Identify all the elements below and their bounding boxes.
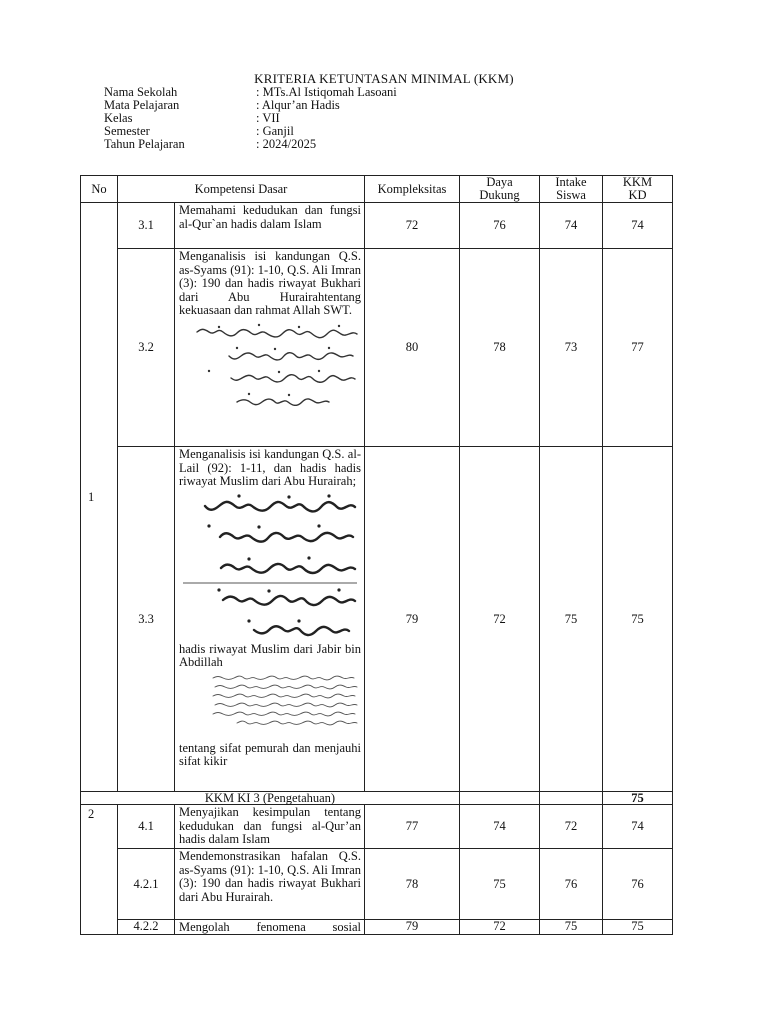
kompleksitas-value: 72 [365,203,460,249]
kkm-value: 77 [603,249,673,447]
header-daya-dukung: Daya Dukung [460,176,540,203]
kkm-table [80,175,673,935]
header-no: No [81,176,118,203]
kompleksitas-value: 80 [365,249,460,447]
intake-value: 76 [540,849,603,920]
intake-value: 74 [540,203,603,249]
table-row [81,249,673,447]
kd-code: 4.2.1 [118,849,175,920]
daya-dukung-value: 76 [460,203,540,249]
meta-label: Semester [104,124,150,138]
kd-code: 3.1 [118,203,175,249]
summary-value: 75 [603,792,673,805]
kkm-value: 76 [603,849,673,920]
intake-value: 75 [540,920,603,935]
kd-cell [175,447,365,792]
header-kompleksitas: Kompleksitas [365,176,460,203]
kkm-value: 74 [603,805,673,849]
kd-text: Menyajikan kesimpulan tentang kedudukan dan fungsi al-Qur’an hadis dalam Islam [175,805,365,849]
kd-text-continued: hadis riwayat Muslim dari Jabir bin Abdillah [179,641,361,669]
kd-text: Mengolah fenomena sosial [175,920,365,935]
row-number: 2 [81,805,118,935]
meta-value: : Ganjil [256,124,294,138]
summary-label: KKM KI 3 (Pengetahuan) [81,792,460,805]
kd-text: Mendemonstrasikan hafalan Q.S. as-Syams (91): 1-10, Q.S. Ali Imran (3): 190 dan hadis riwayat Bukhari dari Abu Hurairah. [175,849,365,920]
kompleksitas-value: 78 [365,849,460,920]
kd-text: Memahami kedudukan dan fungsi al-Qur`an hadis dalam Islam [175,203,365,249]
meta-label: Mata Pelajaran [104,98,180,112]
kkm-value: 75 [603,920,673,935]
kd-text: Menganalisis isi kandungan Q.S. al-Lail (92): 1-11, dan hadis hadis riwayat Muslim dari Abu Hurairah; [179,447,361,488]
daya-dukung-value: 72 [460,920,540,935]
intake-value: 73 [540,249,603,447]
kd-code: 3.2 [118,249,175,447]
intake-value: 75 [540,447,603,792]
kompleksitas-value: 77 [365,805,460,849]
daya-dukung-value: 78 [460,249,540,447]
document-title: KRITERIA KETUNTASAN MINIMAL (KKM) [254,71,514,86]
arabic-hadith-image [179,493,361,641]
header-intake-siswa: Intake Siswa [540,176,603,203]
kkm-value: 74 [603,203,673,249]
kompleksitas-value: 79 [365,447,460,792]
header-kkm-kd: KKM KD [603,176,673,203]
kkm-value: 75 [603,447,673,792]
kd-cell [175,249,365,447]
kd-code: 4.1 [118,805,175,849]
daya-dukung-value: 72 [460,447,540,792]
meta-label: Nama Sekolah [104,85,178,99]
meta-row-subject [104,99,397,112]
table-row [81,447,673,792]
document-meta [104,86,397,151]
kompleksitas-value: 79 [365,920,460,935]
table-row [81,805,673,849]
arabic-hadith-image [179,672,361,732]
summary-empty [460,792,540,805]
meta-value: : MTs.Al Istiqomah Lasoani [256,85,397,99]
meta-value: : 2024/2025 [256,137,317,151]
table-row [81,920,673,935]
summary-row [81,792,673,805]
kd-text: Menganalisis isi kandungan Q.S. as-Syams (91): 1-10, Q.S. Ali Imran (3): 190 dan hadis riwayat Bukhari dari Abu Hurairahtentang kekuasaan dan rahmat Allah SWT. [179,249,361,317]
table-row [81,203,673,249]
intake-value: 72 [540,805,603,849]
daya-dukung-value: 74 [460,805,540,849]
meta-row-year [104,138,397,151]
meta-label: Tahun Pelajaran [104,137,185,151]
kd-code: 3.3 [118,447,175,792]
kd-text-continued: tentang sifat pemurah dan menjauhi sifat kikir [179,740,361,768]
summary-empty [540,792,603,805]
row-number: 1 [81,203,118,792]
kd-code: 4.2.2 [118,920,175,935]
arabic-hadith-image [179,322,361,406]
daya-dukung-value: 75 [460,849,540,920]
meta-value: : Alqur’an Hadis [256,98,340,112]
table-header-row [81,176,673,203]
meta-label: Kelas [104,111,133,125]
header-kompetensi-dasar: Kompetensi Dasar [118,176,365,203]
meta-value: : VII [256,111,280,125]
table-row [81,849,673,920]
